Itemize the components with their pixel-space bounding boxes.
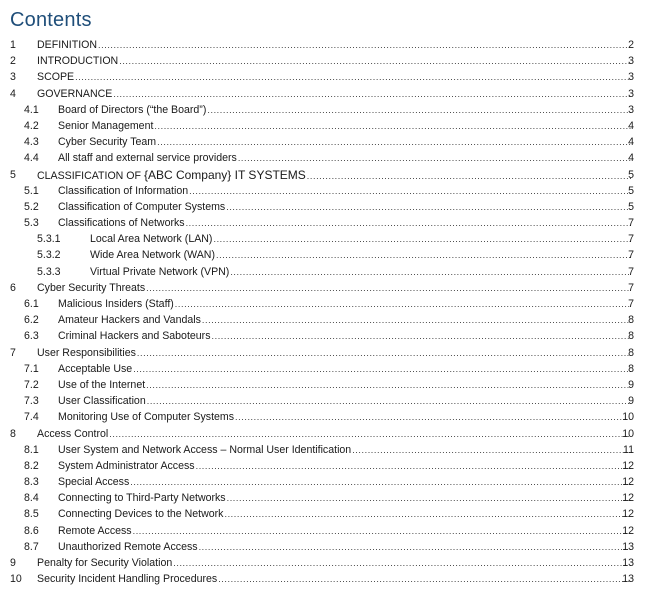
toc-entry[interactable] xyxy=(0,37,657,53)
toc-entry-text[interactable] xyxy=(58,377,631,393)
toc-entry-page: 12 xyxy=(622,524,634,537)
toc-entry-label-text: All staff and external service providers xyxy=(58,152,237,165)
toc-entry[interactable] xyxy=(0,150,657,166)
toc-entry-page: 12 xyxy=(622,476,634,489)
toc-entry-label xyxy=(90,247,216,263)
toc-entry-page: 4 xyxy=(628,119,634,132)
toc-entry[interactable] xyxy=(0,458,657,474)
toc-entry-text[interactable] xyxy=(58,393,631,409)
toc-entry-label-text: Penalty for Security Violation xyxy=(37,557,173,569)
toc-dot-leader xyxy=(154,118,631,134)
toc-entry-text[interactable] xyxy=(90,264,631,280)
toc-entry-label-text: Cyber Security Team xyxy=(58,136,157,149)
toc-entry[interactable] xyxy=(0,474,657,490)
toc-entry-label-text: User Responsibilities xyxy=(37,346,136,359)
toc-entry-text[interactable] xyxy=(58,328,631,344)
toc-dot-leader xyxy=(196,458,631,474)
toc-entry-text[interactable] xyxy=(58,312,631,328)
toc-entry[interactable] xyxy=(0,69,657,85)
toc-dot-leader xyxy=(218,571,631,587)
toc-entry-number: 5.3 xyxy=(24,217,39,230)
toc-dot-leader xyxy=(207,102,631,118)
toc-entry-label xyxy=(58,150,238,166)
toc-entry-number: 5.3.3 xyxy=(37,265,61,278)
toc-entry[interactable] xyxy=(0,134,657,150)
toc-entry-number: 3 xyxy=(10,71,16,84)
toc-entry-label xyxy=(58,361,133,377)
toc-entry-label-text: Criminal Hackers and Saboteurs xyxy=(58,330,211,343)
toc-entry-number: 4.2 xyxy=(24,119,39,132)
toc-dot-leader xyxy=(146,280,631,296)
toc-entry-number: 5.2 xyxy=(24,200,39,213)
toc-entry-page: 12 xyxy=(622,459,634,472)
page-title: Contents xyxy=(10,9,92,31)
toc-entry-label-text: CLASSIFICATION OF xyxy=(37,169,144,182)
toc-entry-number: 5 xyxy=(10,168,16,181)
toc-entry-page: 3 xyxy=(628,71,634,84)
toc-entry-label xyxy=(58,506,224,522)
toc-entry-label-text: Malicious Insiders (Staff) xyxy=(58,298,174,310)
toc-entry-label-text: Unauthorized Remote Access xyxy=(58,540,198,553)
toc-dot-leader xyxy=(146,377,631,393)
toc-dot-leader xyxy=(226,199,631,215)
toc-entry-text[interactable] xyxy=(37,345,631,361)
toc-entry-number: 6 xyxy=(10,281,16,294)
toc-entry[interactable] xyxy=(0,409,657,425)
toc-entry-page: 3 xyxy=(628,87,634,100)
toc-entry-number: 7.3 xyxy=(24,395,39,408)
toc-entry-text[interactable] xyxy=(90,247,631,263)
toc-entry-label xyxy=(58,134,157,150)
toc-entry-label-text: SCOPE xyxy=(37,71,75,84)
toc-entry[interactable] xyxy=(0,426,657,442)
toc-entry-label xyxy=(58,312,202,328)
toc-entry-text[interactable] xyxy=(58,118,631,134)
toc-entry[interactable] xyxy=(0,361,657,377)
toc-entry-label-text: Amateur Hackers and Vandals xyxy=(58,314,201,327)
toc-entry-text[interactable] xyxy=(37,53,631,69)
toc-entry-page: 11 xyxy=(623,443,634,456)
toc-entry-page: 10 xyxy=(622,411,634,424)
toc-entry-label xyxy=(37,86,113,102)
toc-entry-number: 5.3.1 xyxy=(37,233,61,246)
toc-entry-label xyxy=(37,555,173,571)
toc-entry-label xyxy=(58,183,189,199)
toc-entry-page: 8 xyxy=(628,346,634,359)
toc-dot-leader xyxy=(147,393,631,409)
toc-entry-page: 8 xyxy=(628,330,634,343)
toc-dot-leader xyxy=(98,37,631,53)
toc-dot-leader xyxy=(238,150,631,166)
toc-entry-label-text: Virtual Private Network (VPN) xyxy=(90,265,230,278)
toc-entry-number: 6.2 xyxy=(24,314,39,327)
toc-entry-page: 3 xyxy=(628,55,634,68)
toc-entry-page: 7 xyxy=(628,298,634,310)
toc-entry-page: 5 xyxy=(628,184,634,197)
toc-entry-page: 7 xyxy=(628,233,634,246)
toc-entry[interactable] xyxy=(0,393,657,409)
toc-entry-page: 4 xyxy=(628,152,634,165)
toc-entry[interactable] xyxy=(0,442,657,458)
table-of-contents xyxy=(0,37,657,587)
toc-entry-number: 4.3 xyxy=(24,136,39,149)
toc-entry-label xyxy=(90,264,230,280)
toc-entry-text[interactable] xyxy=(58,442,631,458)
toc-entry-label xyxy=(90,231,213,247)
toc-entry-label-company: {ABC Company} IT SYSTEMS xyxy=(143,167,306,182)
toc-entry-label-text: Use of the Internet xyxy=(58,378,146,391)
toc-entry-label xyxy=(58,393,147,409)
toc-entry-label-text: Access Control xyxy=(37,427,109,440)
toc-entry-number: 7 xyxy=(10,346,16,359)
toc-dot-leader xyxy=(227,490,631,506)
toc-entry-text[interactable] xyxy=(58,458,631,474)
toc-entry-page: 7 xyxy=(628,249,634,262)
toc-entry-page: 7 xyxy=(628,217,634,230)
toc-dot-leader xyxy=(75,69,631,85)
toc-entry-label-text: User System and Network Access – Normal User Identification xyxy=(58,443,352,456)
toc-dot-leader xyxy=(235,409,631,425)
toc-entry[interactable] xyxy=(0,86,657,102)
toc-entry-label xyxy=(37,37,98,53)
toc-entry-label-text: Cyber Security Threats xyxy=(37,281,146,294)
toc-dot-leader xyxy=(133,523,631,539)
toc-entry-number: 4.1 xyxy=(24,103,39,116)
toc-entry-page: 12 xyxy=(622,492,634,505)
toc-entry-number: 8.2 xyxy=(24,459,39,472)
toc-entry[interactable] xyxy=(0,296,657,312)
toc-entry-number: 8.5 xyxy=(24,508,39,521)
toc-entry-label xyxy=(37,167,307,184)
toc-entry-page: 3 xyxy=(628,103,634,116)
toc-entry-text[interactable] xyxy=(58,506,631,522)
toc-dot-leader xyxy=(189,183,631,199)
toc-entry-number: 6.3 xyxy=(24,330,39,343)
toc-entry-number: 8.6 xyxy=(24,524,39,537)
toc-entry-text[interactable] xyxy=(37,69,631,85)
toc-entry[interactable] xyxy=(0,231,657,247)
toc-dot-leader xyxy=(109,426,631,442)
toc-dot-leader xyxy=(173,555,631,571)
toc-entry-label-text: Special Access xyxy=(58,476,130,489)
toc-entry[interactable] xyxy=(0,118,657,134)
toc-dot-leader xyxy=(307,168,631,184)
toc-entry-text[interactable] xyxy=(58,215,631,231)
toc-entry-number: 7.2 xyxy=(24,378,39,391)
toc-entry-text[interactable] xyxy=(58,102,631,118)
toc-entry-label-text: Senior Management xyxy=(58,119,154,132)
toc-entry-label-text: Acceptable Use xyxy=(58,362,133,375)
toc-entry-page: 8 xyxy=(628,362,634,375)
toc-entry-number: 8.7 xyxy=(24,540,39,553)
toc-entry-label xyxy=(58,539,199,555)
toc-entry-page: 4 xyxy=(628,136,634,149)
toc-entry-text[interactable] xyxy=(58,199,631,215)
toc-entry-page: 7 xyxy=(628,265,634,278)
toc-entry-label-text: Classification of Computer Systems xyxy=(58,200,226,213)
toc-entry[interactable] xyxy=(0,345,657,361)
toc-entry-number: 4.4 xyxy=(24,152,39,165)
toc-entry-number: 8.4 xyxy=(24,492,39,505)
toc-entry-number: 8.3 xyxy=(24,476,39,489)
toc-entry-text[interactable] xyxy=(37,37,631,53)
toc-entry-label xyxy=(37,53,119,69)
toc-entry-number: 4 xyxy=(10,87,16,100)
toc-entry-text[interactable] xyxy=(58,490,631,506)
toc-entry-page: 9 xyxy=(628,378,634,391)
toc-entry-label-text: Classification of Information xyxy=(58,184,189,197)
toc-entry-label-text: Security Incident Handling Procedures xyxy=(37,573,218,586)
toc-entry-label-text: Connecting Devices to the Network xyxy=(58,508,224,521)
toc-entry-label-text: DEFINITION xyxy=(37,39,98,51)
toc-entry-text[interactable] xyxy=(37,426,631,442)
toc-entry[interactable] xyxy=(0,506,657,522)
toc-entry[interactable] xyxy=(0,183,657,199)
toc-dot-leader xyxy=(157,134,631,150)
toc-entry-label xyxy=(58,118,154,134)
toc-entry-text[interactable] xyxy=(37,555,631,571)
toc-entry[interactable] xyxy=(0,215,657,231)
toc-dot-leader xyxy=(130,474,631,490)
toc-entry-page: 13 xyxy=(622,540,634,553)
toc-entry[interactable] xyxy=(0,247,657,263)
toc-entry-text[interactable] xyxy=(58,296,631,312)
toc-dot-leader xyxy=(202,312,631,328)
toc-entry-label xyxy=(37,571,218,587)
toc-entry[interactable] xyxy=(0,53,657,69)
toc-entry-number: 5.1 xyxy=(24,184,39,197)
toc-entry-text[interactable] xyxy=(37,167,631,184)
toc-entry-text[interactable] xyxy=(58,409,631,425)
toc-entry-text[interactable] xyxy=(58,523,631,539)
toc-entry[interactable] xyxy=(0,312,657,328)
toc-entry[interactable] xyxy=(0,167,657,183)
toc-entry-label-text: Monitoring Use of Computer Systems xyxy=(58,411,235,424)
toc-entry-label xyxy=(37,426,109,442)
toc-entry-text[interactable] xyxy=(37,571,631,587)
toc-entry-label xyxy=(58,296,175,312)
toc-dot-leader xyxy=(133,361,631,377)
toc-dot-leader xyxy=(199,539,631,555)
toc-entry-label-text: Classifications of Networks xyxy=(58,217,185,230)
toc-dot-leader xyxy=(352,442,631,458)
toc-entry-number: 5.3.2 xyxy=(37,249,61,262)
toc-dot-leader xyxy=(137,345,631,361)
toc-entry-label xyxy=(37,345,137,361)
toc-entry-label-text: Local Area Network (LAN) xyxy=(90,233,213,246)
toc-entry-label xyxy=(58,102,207,118)
toc-entry-text[interactable] xyxy=(58,183,631,199)
toc-entry-page: 5 xyxy=(628,200,634,213)
toc-entry-label-text: GOVERNANCE xyxy=(37,87,113,100)
toc-dot-leader xyxy=(113,86,631,102)
toc-dot-leader xyxy=(186,215,631,231)
toc-entry-number: 2 xyxy=(10,55,16,68)
toc-entry-text[interactable] xyxy=(58,134,631,150)
toc-entry[interactable] xyxy=(0,571,657,587)
toc-entry-text[interactable] xyxy=(58,150,631,166)
toc-entry-label-text: User Classification xyxy=(58,395,146,408)
toc-entry[interactable] xyxy=(0,377,657,393)
toc-entry-label-text: System Administrator Access xyxy=(58,459,195,472)
toc-entry[interactable] xyxy=(0,523,657,539)
toc-entry[interactable] xyxy=(0,102,657,118)
toc-entry-label xyxy=(58,442,352,458)
toc-entry[interactable] xyxy=(0,199,657,215)
toc-dot-leader xyxy=(224,506,631,522)
toc-entry-page: 10 xyxy=(622,427,634,440)
toc-entry[interactable] xyxy=(0,280,657,296)
toc-entry-number: 7.4 xyxy=(24,411,39,424)
toc-entry-label xyxy=(37,280,146,296)
toc-entry-number: 10 xyxy=(10,573,22,586)
toc-entry-text[interactable] xyxy=(37,86,631,102)
toc-entry-page: 12 xyxy=(622,508,634,521)
toc-entry-number: 9 xyxy=(10,557,16,569)
toc-entry[interactable] xyxy=(0,555,657,571)
toc-dot-leader xyxy=(175,296,631,312)
toc-entry-label xyxy=(58,490,227,506)
toc-entry-page: 13 xyxy=(622,557,634,569)
toc-dot-leader xyxy=(216,247,631,263)
toc-entry[interactable] xyxy=(0,490,657,506)
toc-entry-page: 13 xyxy=(622,573,634,586)
toc-entry-page: 2 xyxy=(628,39,634,51)
toc-entry-label xyxy=(58,328,212,344)
toc-entry-text[interactable] xyxy=(58,539,631,555)
toc-entry-page: 8 xyxy=(628,314,634,327)
toc-entry-label xyxy=(58,474,130,490)
toc-entry-page: 5 xyxy=(628,168,634,181)
toc-entry[interactable] xyxy=(0,539,657,555)
toc-entry-label-text: Board of Directors (“the Board”) xyxy=(58,103,207,116)
toc-entry-label-text: Wide Area Network (WAN) xyxy=(90,249,215,262)
toc-entry-label xyxy=(58,409,235,425)
toc-entry-label xyxy=(58,377,146,393)
toc-entry-number: 6.1 xyxy=(24,298,39,310)
toc-entry-page: 7 xyxy=(628,281,634,294)
toc-entry-text[interactable] xyxy=(58,474,631,490)
toc-entry-label xyxy=(58,199,226,215)
toc-dot-leader xyxy=(230,264,631,280)
toc-entry-label xyxy=(37,69,75,85)
toc-entry-label-text: Remote Access xyxy=(58,524,132,537)
toc-entry-label xyxy=(58,523,133,539)
toc-entry[interactable] xyxy=(0,264,657,280)
toc-entry-label xyxy=(58,215,186,231)
toc-entry-label xyxy=(58,458,196,474)
toc-dot-leader xyxy=(119,53,631,69)
toc-entry-text[interactable] xyxy=(37,280,631,296)
toc-dot-leader xyxy=(212,328,632,344)
toc-entry-text[interactable] xyxy=(90,231,631,247)
toc-entry-number: 8.1 xyxy=(24,443,39,456)
toc-entry-label-text: Connecting to Third-Party Networks xyxy=(58,492,226,505)
toc-dot-leader xyxy=(213,231,631,247)
toc-entry-number: 1 xyxy=(10,39,16,51)
toc-entry-label-text: INTRODUCTION xyxy=(37,55,119,68)
toc-entry[interactable] xyxy=(0,328,657,344)
toc-entry-number: 8 xyxy=(10,427,16,440)
toc-entry-text[interactable] xyxy=(58,361,631,377)
toc-entry-page: 9 xyxy=(628,395,634,408)
toc-entry-number: 7.1 xyxy=(24,362,39,375)
